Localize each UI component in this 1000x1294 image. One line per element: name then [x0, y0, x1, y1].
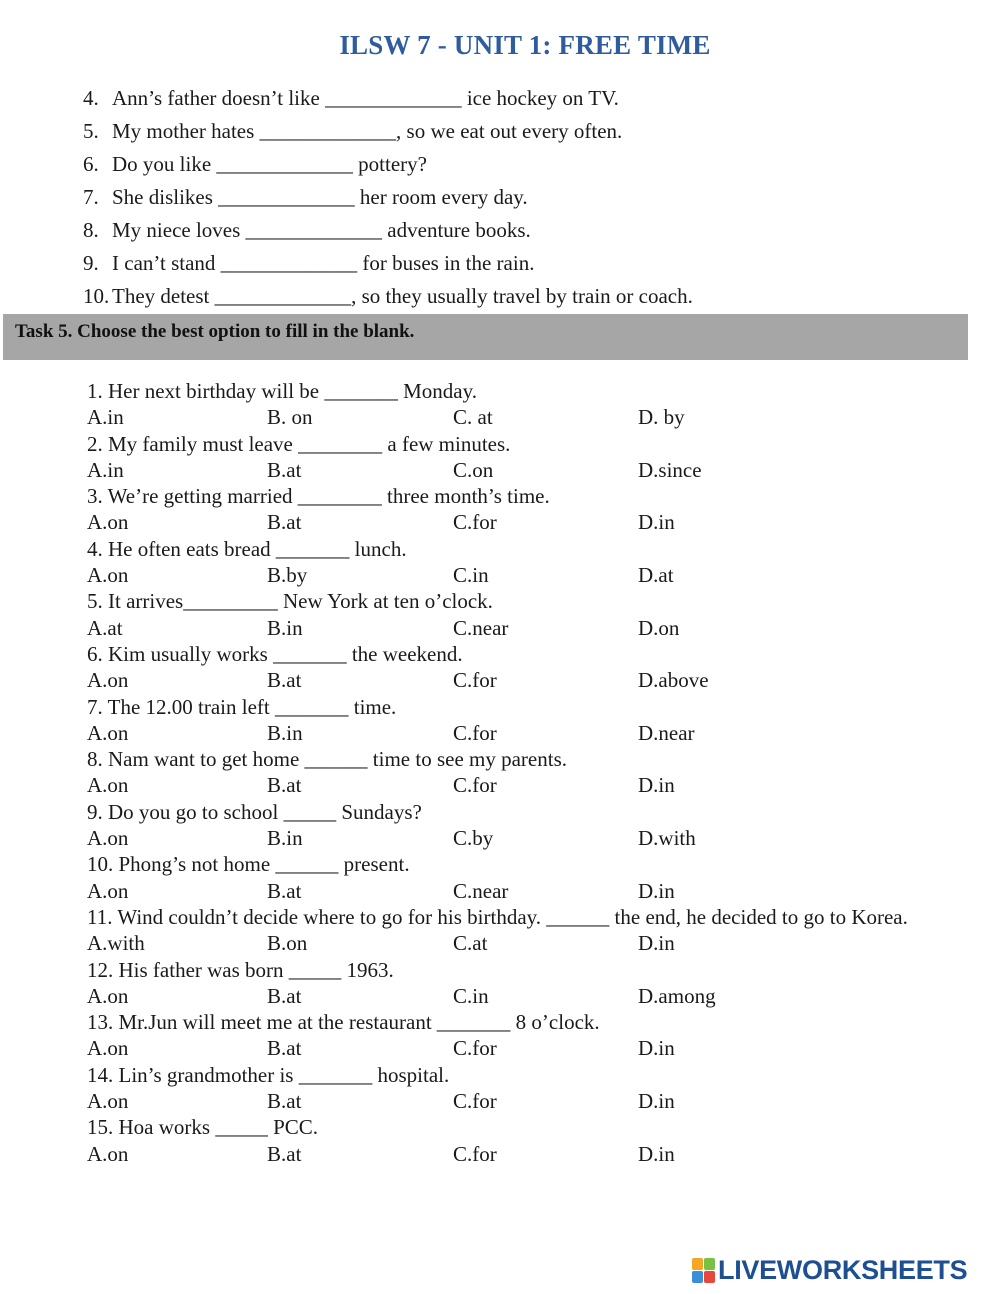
option-a[interactable]: A.on	[87, 1036, 129, 1061]
list-item	[83, 247, 693, 280]
option-row	[87, 772, 908, 798]
option-d[interactable]: D. by	[638, 405, 685, 430]
option-row	[87, 562, 908, 588]
option-d[interactable]: D.in	[638, 1141, 675, 1166]
option-d[interactable]: D.since	[638, 457, 702, 482]
question: 6. Kim usually works _______ the weekend.	[87, 641, 463, 666]
option-row	[87, 720, 908, 746]
page-title: ILSW 7 - UNIT 1: FREE TIME	[339, 30, 711, 60]
option-c[interactable]: C.near	[453, 878, 509, 903]
question: 12. His father was born _____ 1963.	[87, 957, 394, 982]
option-a[interactable]: A.on	[87, 826, 129, 851]
item-text: Ann’s father doesn’t like _____________ ice hockey on TV.	[112, 86, 619, 110]
option-a[interactable]: A.on	[87, 720, 129, 745]
task4-list	[83, 82, 693, 313]
option-b[interactable]: B.in	[267, 615, 303, 640]
list-item	[83, 148, 693, 181]
option-c[interactable]: C.for	[453, 720, 497, 745]
question: 4. He often eats bread _______ lunch.	[87, 536, 407, 561]
option-a[interactable]: A.on	[87, 563, 129, 588]
item-number: 6.	[83, 152, 99, 176]
option-row	[87, 667, 908, 693]
option-a[interactable]: A.on	[87, 878, 129, 903]
option-b[interactable]: B.at	[267, 1141, 302, 1166]
option-row	[87, 404, 908, 430]
task5-heading: Task 5. Choose the best option to fill in the blank.	[15, 321, 415, 342]
option-c[interactable]: C.for	[453, 1089, 497, 1114]
option-a[interactable]: A.on	[87, 668, 129, 693]
question: 9. Do you go to school _____ Sundays?	[87, 799, 422, 824]
question: 8. Nam want to get home ______ time to see my parents.	[87, 747, 567, 772]
item-number: 7.	[83, 185, 99, 209]
option-c[interactable]: C.near	[453, 615, 509, 640]
logo-square-icon	[704, 1271, 715, 1283]
question: 7. The 12.00 train left _______ time.	[87, 694, 397, 719]
item-number: 5.	[83, 119, 99, 143]
question: 1. Her next birthday will be _______ Monday.	[87, 379, 477, 403]
option-row	[87, 825, 908, 851]
item-text: Do you like _____________ pottery?	[112, 152, 427, 176]
option-d[interactable]: D.among	[638, 983, 716, 1008]
option-c[interactable]: C.for	[453, 1036, 497, 1061]
option-d[interactable]: D.near	[638, 720, 695, 745]
question: 5. It arrives_________ New York at ten o’clock.	[87, 589, 493, 614]
option-d[interactable]: D.in	[638, 1036, 675, 1061]
question: 10. Phong’s not home ______ present.	[87, 852, 410, 877]
option-b[interactable]: B.in	[267, 826, 303, 851]
list-item	[83, 280, 693, 313]
option-b[interactable]: B.in	[267, 720, 303, 745]
option-row	[87, 615, 908, 641]
option-c[interactable]: C.in	[453, 563, 489, 588]
item-text: They detest _____________, so they usually travel by train or coach.	[112, 284, 693, 308]
option-row	[87, 1035, 908, 1061]
logo-mark-icon	[692, 1258, 714, 1282]
option-a[interactable]: A.on	[87, 1141, 129, 1166]
option-row	[87, 1141, 908, 1167]
option-d[interactable]: D.in	[638, 931, 675, 956]
option-a[interactable]: A.with	[87, 931, 145, 956]
option-row	[87, 878, 908, 904]
question: 3. We’re getting married ________ three month’s time.	[87, 484, 550, 509]
list-item	[83, 181, 693, 214]
option-b[interactable]: B.at	[267, 457, 302, 482]
option-b[interactable]: B.at	[267, 1036, 302, 1061]
option-b[interactable]: B.at	[267, 773, 302, 798]
option-d[interactable]: D.in	[638, 878, 675, 903]
option-b[interactable]: B.at	[267, 510, 302, 535]
item-number: 8.	[83, 218, 99, 242]
option-b[interactable]: B. on	[267, 405, 313, 430]
option-row	[87, 457, 908, 483]
list-item	[83, 214, 693, 247]
question: 11. Wind couldn’t decide where to go for his birthday. ______ the end, he decided to go to Korea.	[87, 904, 908, 929]
list-item	[83, 82, 693, 115]
item-text: She dislikes _____________ her room every day.	[112, 185, 528, 209]
question: 15. Hoa works _____ PCC.	[87, 1115, 319, 1140]
option-row	[87, 509, 908, 535]
option-c[interactable]: C.in	[453, 983, 489, 1008]
item-number: 4.	[83, 86, 99, 110]
question: 13. Mr.Jun will meet me at the restaurant _______ 8 o’clock.	[87, 1010, 600, 1035]
liveworksheets-logo[interactable]	[692, 1256, 967, 1284]
item-text: My niece loves _____________ adventure books.	[112, 218, 531, 242]
option-c[interactable]: C.for	[453, 1141, 497, 1166]
option-b[interactable]: B.by	[267, 563, 308, 588]
question: 14. Lin’s grandmother is _______ hospital.	[87, 1062, 450, 1087]
option-d[interactable]: D.at	[638, 563, 674, 588]
option-row	[87, 1088, 908, 1114]
logo-square-icon	[692, 1258, 703, 1270]
option-c[interactable]: C.at	[453, 931, 488, 956]
option-a[interactable]: A.on	[87, 510, 129, 535]
task5-questions	[87, 378, 908, 1167]
option-b[interactable]: B.at	[267, 668, 302, 693]
option-row	[87, 983, 908, 1009]
option-c[interactable]: C.for	[453, 773, 497, 798]
logo-square-icon	[692, 1271, 703, 1283]
task5-heading-bar	[3, 314, 968, 360]
item-text: My mother hates _____________, so we eat out every often.	[112, 119, 623, 143]
item-number: 10.	[83, 284, 110, 308]
option-c[interactable]: C.for	[453, 668, 497, 693]
item-number: 9.	[83, 251, 99, 275]
option-a[interactable]: A.on	[87, 1089, 129, 1114]
option-b[interactable]: B.at	[267, 878, 302, 903]
option-d[interactable]: D.in	[638, 510, 675, 535]
option-c[interactable]: C. at	[453, 405, 493, 430]
logo-square-icon	[704, 1258, 715, 1270]
question: 2. My family must leave ________ a few minutes.	[87, 431, 511, 456]
option-d[interactable]: D.above	[638, 668, 709, 693]
option-a[interactable]: A.in	[87, 405, 124, 430]
option-row	[87, 930, 908, 956]
option-c[interactable]: C.by	[453, 826, 494, 851]
option-d[interactable]: D.with	[638, 826, 696, 851]
option-d[interactable]: D.on	[638, 615, 680, 640]
option-a[interactable]: A.in	[87, 457, 124, 482]
option-a[interactable]: A.on	[87, 773, 129, 798]
option-b[interactable]: B.at	[267, 1089, 302, 1114]
option-b[interactable]: B.at	[267, 983, 302, 1008]
item-text: I can’t stand _____________ for buses in the rain.	[112, 251, 535, 275]
option-a[interactable]: A.on	[87, 983, 129, 1008]
option-c[interactable]: C.for	[453, 510, 497, 535]
option-a[interactable]: A.at	[87, 615, 123, 640]
option-d[interactable]: D.in	[638, 1089, 675, 1114]
option-c[interactable]: C.on	[453, 457, 494, 482]
list-item	[83, 115, 693, 148]
option-b[interactable]: B.on	[267, 931, 308, 956]
logo-text: LIVEWORKSHEETS	[718, 1254, 968, 1285]
option-d[interactable]: D.in	[638, 773, 675, 798]
